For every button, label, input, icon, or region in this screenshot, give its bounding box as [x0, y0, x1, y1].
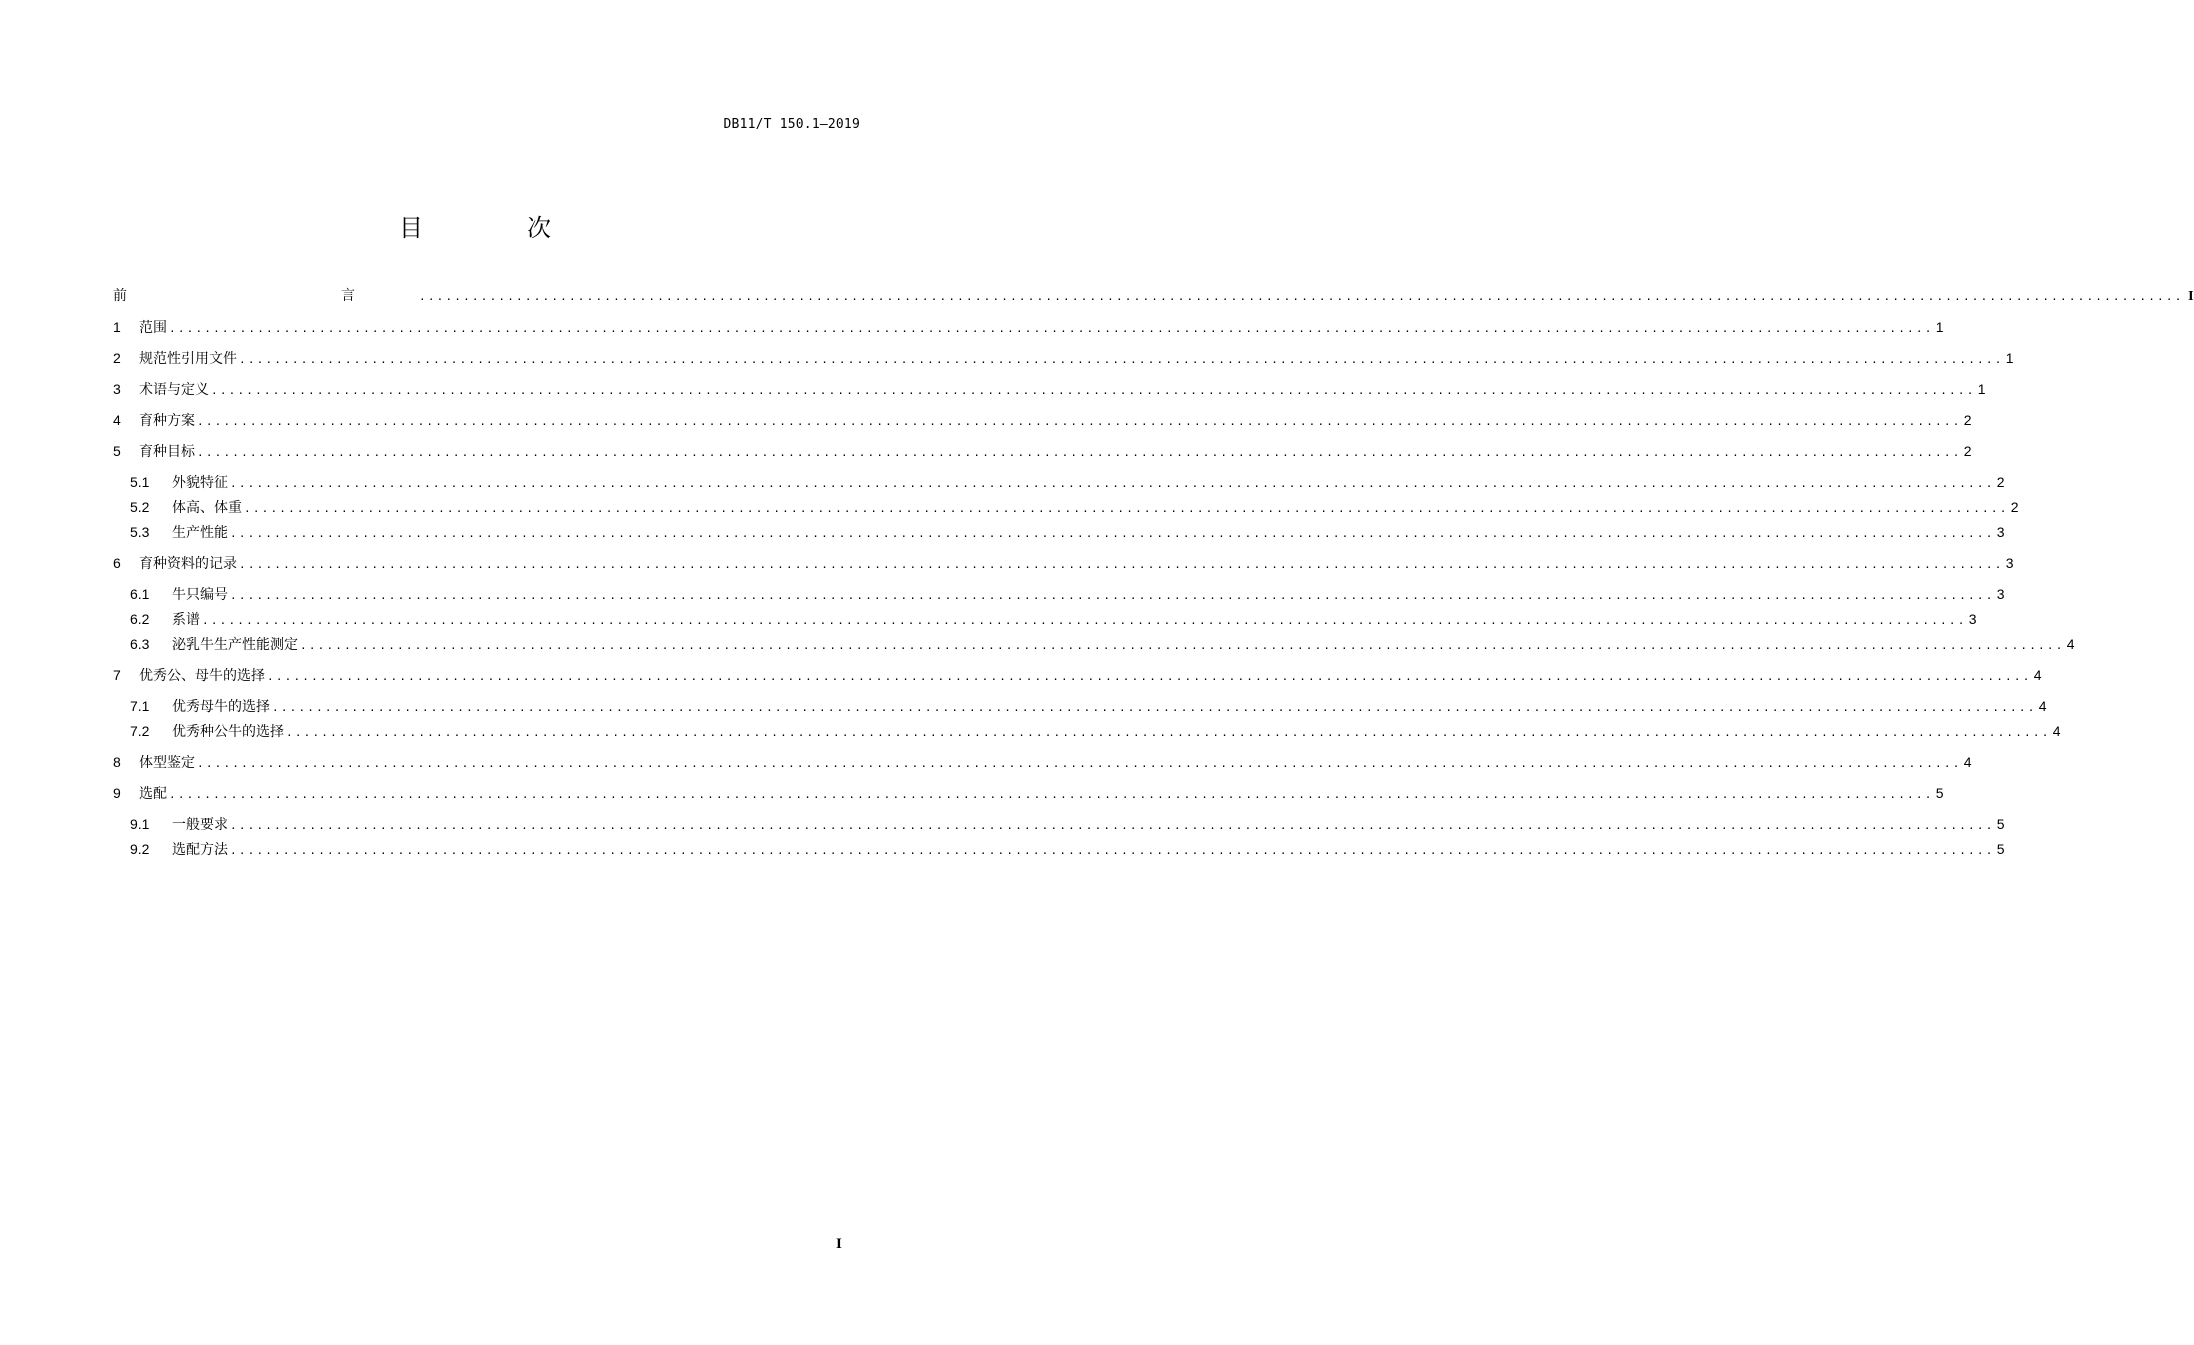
toc-entry-number: 6.3 — [130, 636, 150, 652]
toc-title: 目 次 — [399, 214, 591, 242]
toc-dot-leader: ........................................................................................................................................................................................................ — [211, 384, 1976, 397]
toc-entry-page: 4 — [1963, 754, 1972, 770]
toc-entry-number: 6.2 — [130, 611, 150, 627]
toc-entry-title: 育种方案 — [139, 413, 195, 429]
toc-entry-title: 体型鉴定 — [139, 755, 195, 771]
toc-dot-leader: ........................................................................................................................................................................................................ — [202, 614, 1967, 627]
toc-entry[interactable] — [113, 317, 1944, 337]
toc-dot-leader: ........................................................................................................................................................................................................ — [197, 446, 1962, 459]
toc-entry-title: 生产性能 — [172, 525, 228, 541]
toc-entry-page: 2 — [1963, 412, 1972, 428]
toc-entry[interactable] — [113, 665, 2042, 685]
toc-entry[interactable] — [113, 348, 2014, 368]
toc-entry-page: 2 — [1963, 443, 1972, 459]
toc-dot-leader: ........................................................................................................................................................................................................ — [197, 415, 1962, 428]
toc-entry[interactable] — [113, 609, 1977, 629]
toc-entry-title: 优秀母牛的选择 — [172, 699, 270, 715]
toc-entry[interactable] — [113, 472, 2005, 492]
toc-entry[interactable] — [113, 752, 1972, 772]
toc-entry-page: 2 — [2010, 499, 2019, 515]
toc-dot-leader: ........................................................................................................................................................................................................ — [230, 844, 1995, 857]
toc-entry[interactable] — [113, 441, 1972, 461]
toc-dot-leader: ........................................................................................................................................................................................................ — [244, 502, 2009, 515]
toc-entry-number: 4 — [113, 412, 121, 428]
toc-entry-page: 1 — [1977, 381, 1986, 397]
toc-entry[interactable] — [113, 839, 2005, 859]
toc-entry-title: 牛只编号 — [172, 587, 228, 603]
toc-entry-page: 3 — [2005, 555, 2014, 571]
toc-entry-number: 7 — [113, 667, 121, 683]
toc-entry-number: 9 — [113, 785, 121, 801]
toc-entry-page: 3 — [1968, 611, 1977, 627]
toc-entry-title: 一般要求 — [172, 817, 228, 833]
toc-entry-title: 选配方法 — [172, 842, 228, 858]
toc-entry-page: 1 — [1935, 319, 1944, 335]
toc-dot-leader: ........................................................................................................................................................................................................ — [230, 477, 1995, 490]
toc-entry[interactable] — [113, 783, 1944, 803]
toc-entry-page: 5 — [1996, 816, 2005, 832]
toc-entry-title: 育种资料的记录 — [139, 556, 237, 572]
toc-dot-leader: ........................................................................................................................................................................................................ — [230, 819, 1995, 832]
toc-entry[interactable] — [113, 721, 2061, 741]
toc-entry-page: 4 — [2033, 667, 2042, 683]
toc-entry-number: 5.3 — [130, 524, 150, 540]
table-of-contents — [113, 286, 2194, 859]
toc-entry[interactable] — [113, 522, 2005, 542]
toc-entry-page: 2 — [1996, 474, 2005, 490]
toc-dot-leader: ........................................................................................................................................................................................................ — [239, 558, 2004, 571]
toc-entry-page: I — [2188, 289, 2194, 304]
toc-entry-title: 泌乳牛生产性能测定 — [172, 637, 298, 653]
toc-entry-number: 6 — [113, 555, 121, 571]
toc-entry-page: 1 — [2005, 350, 2014, 366]
toc-dot-leader: ........................................................................................................................................................................................................ — [230, 589, 1995, 602]
toc-entry[interactable] — [113, 634, 2075, 654]
toc-entry-title: 术语与定义 — [139, 382, 209, 398]
toc-entry-page: 4 — [2038, 698, 2047, 714]
toc-entry-title: 优秀公、母牛的选择 — [139, 668, 265, 684]
toc-entry[interactable] — [113, 553, 2014, 573]
toc-entry-title: 系谱 — [172, 612, 200, 628]
toc-entry[interactable] — [113, 379, 1986, 399]
toc-entry-number: 5.1 — [130, 474, 150, 490]
toc-entry-page: 3 — [1996, 586, 2005, 602]
toc-dot-leader: ........................................................................................................................................................................................................ — [300, 639, 2065, 652]
toc-entry-page: 5 — [1996, 841, 2005, 857]
document-code: DB11/T 150.1—2019 — [723, 117, 860, 132]
toc-dot-leader: ........................................................................................................................................................................................................ — [169, 322, 1934, 335]
toc-dot-leader: ........................................................................................................................................................................................................ — [239, 353, 2004, 366]
toc-entry-number: 1 — [113, 319, 121, 335]
toc-entry-title: 育种目标 — [139, 444, 195, 460]
toc-entry-title: 前 言 — [113, 288, 417, 304]
footer-page-number: I — [836, 1236, 842, 1252]
toc-entry-number: 3 — [113, 381, 121, 397]
toc-entry-page: 5 — [1935, 785, 1944, 801]
toc-dot-leader: ........................................................................................................................................................................................................ — [419, 290, 2184, 303]
toc-entry-number: 7.2 — [130, 723, 150, 739]
toc-entry-number: 9.2 — [130, 841, 150, 857]
toc-entry[interactable] — [113, 410, 1972, 430]
toc-dot-leader: ........................................................................................................................................................................................................ — [230, 527, 1995, 540]
toc-entry[interactable] — [113, 696, 2047, 716]
toc-dot-leader: ........................................................................................................................................................................................................ — [169, 788, 1934, 801]
toc-entry-number: 9.1 — [130, 816, 150, 832]
toc-entry-page: 4 — [2066, 636, 2075, 652]
toc-entry-number: 8 — [113, 754, 121, 770]
toc-entry-number: 6.1 — [130, 586, 150, 602]
toc-entry-page: 3 — [1996, 524, 2005, 540]
toc-entry-title: 选配 — [139, 786, 167, 802]
toc-entry-page: 4 — [2052, 723, 2061, 739]
toc-entry[interactable] — [113, 286, 2194, 306]
toc-entry-number: 2 — [113, 350, 121, 366]
toc-dot-leader: ........................................................................................................................................................................................................ — [286, 726, 2051, 739]
toc-dot-leader: ........................................................................................................................................................................................................ — [267, 670, 2032, 683]
toc-dot-leader: ........................................................................................................................................................................................................ — [272, 701, 2037, 714]
toc-entry[interactable] — [113, 584, 2005, 604]
toc-entry-title: 优秀种公牛的选择 — [172, 724, 284, 740]
toc-entry[interactable] — [113, 497, 2019, 517]
toc-entry-title: 外貌特征 — [172, 475, 228, 491]
toc-entry-title: 规范性引用文件 — [139, 351, 237, 367]
toc-entry-number: 7.1 — [130, 698, 150, 714]
toc-entry[interactable] — [113, 814, 2005, 834]
toc-dot-leader: ........................................................................................................................................................................................................ — [197, 757, 1962, 770]
toc-entry-title: 体高、体重 — [172, 500, 242, 516]
toc-entry-title: 范围 — [139, 320, 167, 336]
toc-entry-number: 5 — [113, 443, 121, 459]
toc-entry-number: 5.2 — [130, 499, 150, 515]
